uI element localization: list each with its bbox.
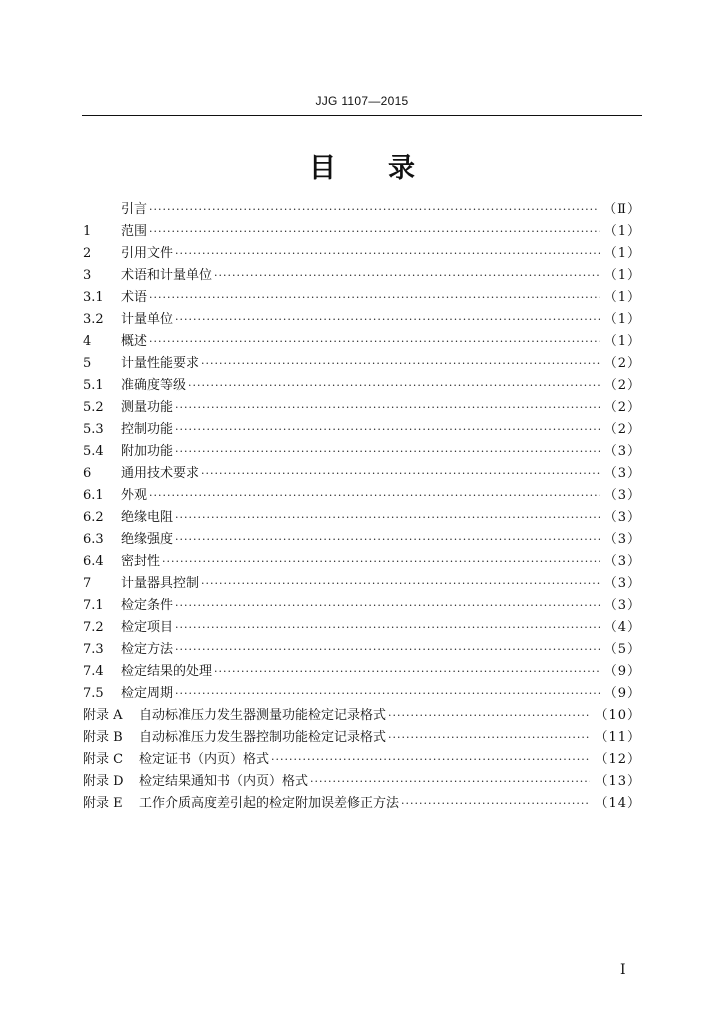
toc-entry-page: （3）	[603, 444, 641, 459]
toc-entry-title: 引用文件	[121, 246, 174, 261]
toc-leader-dots	[149, 221, 600, 243]
toc-entry-number: 6.2	[83, 510, 104, 525]
toc-entry-page: （2）	[603, 378, 641, 393]
toc-entry-title: 检定结果的处理	[121, 664, 213, 679]
toc-leader-dots	[201, 463, 600, 485]
toc-leader-dots	[271, 749, 590, 771]
toc-entry[interactable]	[83, 573, 641, 595]
toc-entry[interactable]	[83, 199, 641, 221]
header-divider	[82, 115, 642, 116]
toc-entry-page: （2）	[603, 400, 641, 415]
toc-entry-page: （Ⅱ）	[603, 202, 641, 217]
toc-entry-number: 7.1	[83, 598, 104, 613]
toc-entry-title: 密封性	[121, 554, 161, 569]
toc-entry-title: 绝缘强度	[121, 532, 174, 547]
toc-leader-dots	[175, 309, 600, 331]
toc-entry-page: （1）	[603, 312, 641, 327]
toc-entry[interactable]	[83, 529, 641, 551]
toc-entry[interactable]	[83, 661, 641, 683]
toc-entry-number: 3	[83, 268, 92, 283]
toc-entry[interactable]	[83, 617, 641, 639]
toc-entry-number: 7.3	[83, 642, 104, 657]
toc-entry-page: （2）	[603, 356, 641, 371]
toc-leader-dots	[149, 331, 600, 353]
toc-leader-dots	[175, 683, 600, 705]
toc-leader-dots	[388, 727, 590, 749]
toc-leader-dots	[201, 573, 600, 595]
toc-entry-number: 附录 E	[83, 796, 123, 811]
toc-entry-number: 7.2	[83, 620, 104, 635]
toc-entry-page: （1）	[603, 246, 641, 261]
toc-entry-title: 术语	[121, 290, 148, 305]
toc-entry[interactable]	[83, 639, 641, 661]
toc-entry[interactable]	[83, 375, 641, 397]
toc-entry-page: （13）	[594, 774, 641, 789]
toc-entry-number: 附录 D	[83, 774, 124, 789]
toc-entry-number: 7	[83, 576, 92, 591]
toc-leader-dots	[175, 243, 600, 265]
toc-entry[interactable]	[83, 793, 641, 815]
toc-entry[interactable]	[83, 595, 641, 617]
toc-entry-page: （3）	[603, 488, 641, 503]
toc-entry-title: 检定周期	[121, 686, 174, 701]
toc-entry-page: （1）	[603, 290, 641, 305]
toc-entry-title: 计量器具控制	[121, 576, 200, 591]
toc-entry-page: （10）	[594, 708, 641, 723]
toc-entry-title: 测量功能	[121, 400, 174, 415]
toc-entry-number: 附录 A	[83, 708, 123, 723]
toc-entry-number: 6.4	[83, 554, 104, 569]
toc-entry-title: 外观	[121, 488, 148, 503]
title-char-1: 目	[309, 153, 336, 184]
toc-entry[interactable]	[83, 749, 641, 771]
toc-entry-page: （11）	[594, 730, 641, 745]
toc-entry[interactable]	[83, 485, 641, 507]
toc-entry-number: 6.1	[83, 488, 104, 503]
toc-entry-page: （3）	[603, 576, 641, 591]
page-title	[0, 146, 724, 185]
toc-entry-number: 5.1	[83, 378, 104, 393]
toc-entry-number: 5.3	[83, 422, 104, 437]
toc-entry[interactable]	[83, 287, 641, 309]
toc-entry-number: 5.4	[83, 444, 104, 459]
toc-entry-page: （5）	[603, 642, 641, 657]
toc-entry[interactable]	[83, 243, 641, 265]
toc-leader-dots	[175, 507, 600, 529]
toc-leader-dots	[214, 661, 600, 683]
toc-entry-title: 检定项目	[121, 620, 174, 635]
toc-entry-number: 2	[83, 246, 92, 261]
toc-leader-dots	[149, 287, 600, 309]
toc-entry-title: 工作介质高度差引起的检定附加误差修正方法	[139, 796, 400, 811]
toc-entry-title: 范围	[121, 224, 148, 239]
toc-entry[interactable]	[83, 551, 641, 573]
toc-entry-number: 6.3	[83, 532, 104, 547]
toc-entry[interactable]	[83, 353, 641, 375]
toc-entry[interactable]	[83, 705, 641, 727]
toc-entry-title: 检定结果通知书（内页）格式	[139, 774, 309, 789]
toc-entry-title: 计量性能要求	[121, 356, 200, 371]
toc-entry-title: 检定证书（内页）格式	[139, 752, 270, 767]
toc-entry-title: 检定条件	[121, 598, 174, 613]
toc-leader-dots	[188, 375, 600, 397]
toc-entry-page: （9）	[603, 686, 641, 701]
toc-entry[interactable]	[83, 771, 641, 793]
toc-entry-page: （3）	[603, 554, 641, 569]
toc-entry[interactable]	[83, 397, 641, 419]
toc-entry[interactable]	[83, 463, 641, 485]
toc-leader-dots	[201, 353, 600, 375]
toc-entry[interactable]	[83, 441, 641, 463]
toc-entry[interactable]	[83, 419, 641, 441]
toc-leader-dots	[175, 617, 600, 639]
toc-entry-number: 附录 B	[83, 730, 123, 745]
toc-entry-title: 概述	[121, 334, 148, 349]
toc-entry-title: 通用技术要求	[121, 466, 200, 481]
toc-entry-number: 3.1	[83, 290, 104, 305]
toc-entry-number: 4	[83, 334, 92, 349]
toc-leader-dots	[175, 419, 600, 441]
toc-entry-page: （1）	[603, 224, 641, 239]
toc-entry[interactable]	[83, 683, 641, 705]
toc-entry-title: 计量单位	[121, 312, 174, 327]
toc-entry-title: 准确度等级	[121, 378, 187, 393]
toc-leader-dots	[162, 551, 600, 573]
toc-leader-dots	[175, 595, 600, 617]
toc-leader-dots	[310, 771, 590, 793]
toc-entry-number: 3.2	[83, 312, 104, 327]
toc-entry[interactable]	[83, 507, 641, 529]
toc-entry-title: 绝缘电阻	[121, 510, 174, 525]
toc-entry-page: （2）	[603, 422, 641, 437]
toc-entry-page: （14）	[594, 796, 641, 811]
toc-entry[interactable]	[83, 221, 641, 243]
toc-entry[interactable]	[83, 309, 641, 331]
toc-leader-dots	[175, 639, 600, 661]
standard-code: JJG 1107—2015	[315, 94, 409, 108]
toc-entry-title: 术语和计量单位	[121, 268, 213, 283]
toc-entry-number: 1	[83, 224, 92, 239]
toc-leader-dots	[175, 397, 600, 419]
toc-entry-number: 附录 C	[83, 752, 124, 767]
toc-entry-page: （9）	[603, 664, 641, 679]
toc-entry-title: 自动标准压力发生器测量功能检定记录格式	[139, 708, 387, 723]
toc-entry-title: 检定方法	[121, 642, 174, 657]
toc-entry-title: 附加功能	[121, 444, 174, 459]
toc-leader-dots	[214, 265, 600, 287]
toc-entry-title: 控制功能	[121, 422, 174, 437]
toc-entry-number: 5.2	[83, 400, 104, 415]
toc-entry-number: 7.4	[83, 664, 104, 679]
toc-leader-dots	[175, 529, 600, 551]
toc-entry-number: 5	[83, 356, 92, 371]
toc-entry-page: （12）	[594, 752, 641, 767]
toc-entry[interactable]	[83, 727, 641, 749]
page-number: I	[620, 962, 626, 978]
toc-entry-title: 自动标准压力发生器控制功能检定记录格式	[139, 730, 387, 745]
title-char-2: 录	[388, 153, 415, 184]
toc-leader-dots	[149, 485, 600, 507]
toc-entry-page: （1）	[603, 268, 641, 283]
toc-entry[interactable]	[83, 265, 641, 287]
toc-entry-page: （3）	[603, 466, 641, 481]
toc-entry-page: （1）	[603, 334, 641, 349]
toc-entry-number: 7.5	[83, 686, 104, 701]
toc-entry-number: 6	[83, 466, 92, 481]
toc-leader-dots	[388, 705, 590, 727]
toc-entry-page: （4）	[603, 620, 641, 635]
toc-entry-title: 引言	[121, 202, 148, 217]
toc-entry-page: （3）	[603, 532, 641, 547]
toc-entry[interactable]	[83, 331, 641, 353]
toc-leader-dots	[175, 441, 600, 463]
toc-leader-dots	[149, 199, 599, 221]
toc-entry-page: （3）	[603, 598, 641, 613]
table-of-contents	[83, 199, 641, 815]
toc-entry-page: （3）	[603, 510, 641, 525]
toc-leader-dots	[401, 793, 590, 815]
